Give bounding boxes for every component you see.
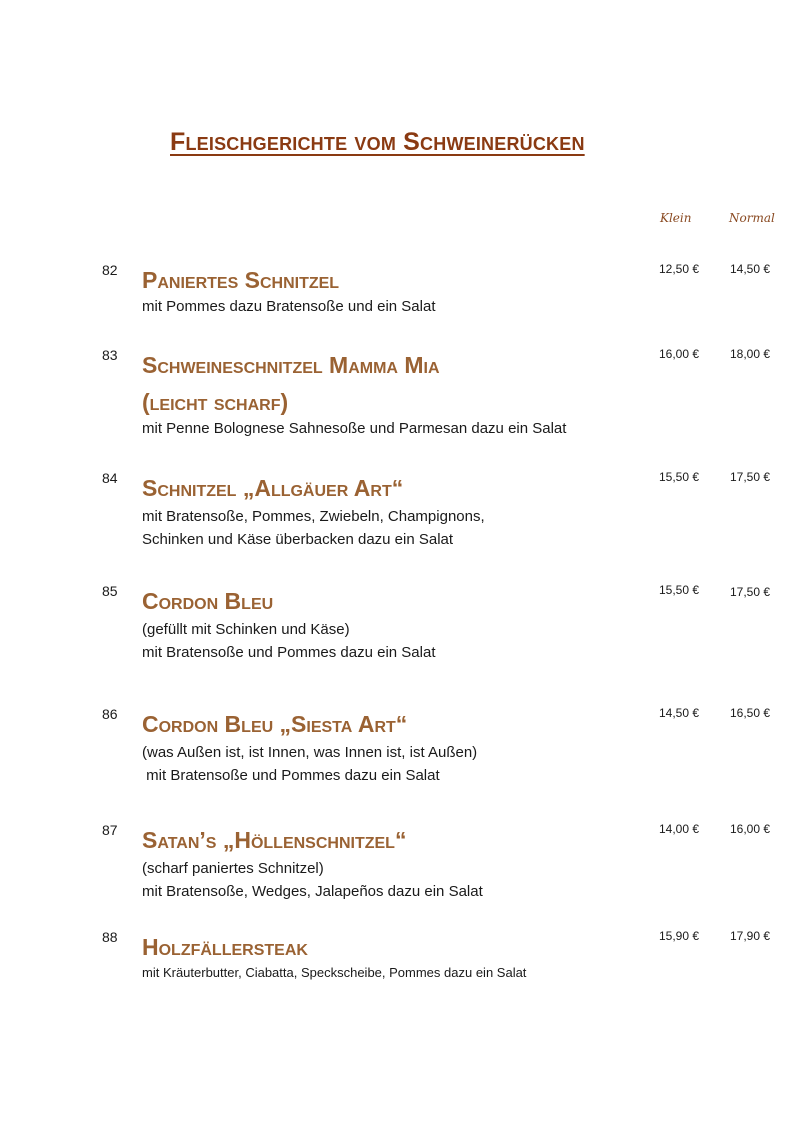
price-small: 14,50 €	[659, 706, 700, 720]
dish-name: Holzfällersteak	[142, 934, 308, 960]
price-small: 14,00 €	[659, 822, 700, 836]
price-normal: 16,00 €	[730, 822, 771, 836]
dish-number: 86	[102, 706, 118, 722]
price-normal: 14,50 €	[730, 262, 771, 276]
dish-number: 87	[102, 822, 118, 838]
dish-number: 84	[102, 470, 118, 486]
price-small: 15,90 €	[659, 929, 700, 943]
column-header-small: Klein	[660, 211, 692, 225]
dish-description: mit Penne Bolognese Sahnesoße und Parmesan dazu ein Salat	[142, 420, 567, 437]
dish-number: 82	[102, 262, 118, 278]
dish-name: Schweineschnitzel Mamma Mia	[142, 352, 440, 378]
price-small: 12,50 €	[659, 262, 700, 276]
price-small: 15,50 €	[659, 470, 700, 484]
dish-number: 83	[102, 347, 118, 363]
dish-description: (scharf paniertes Schnitzel) mit Bratensoße, Wedges, Jalapeños dazu ein Salat	[142, 860, 483, 900]
dish-name-note: (leicht scharf)	[142, 389, 289, 415]
column-header-normal: Normal	[729, 211, 775, 225]
price-normal: 17,50 €	[730, 585, 771, 599]
dish-description: mit Kräuterbutter, Ciabatta, Speckscheibe, Pommes dazu ein Salat	[142, 965, 527, 980]
dish-name: Schnitzel „Allgäuer Art“	[142, 475, 404, 501]
dish-description: mit Bratensoße, Pommes, Zwiebeln, Champignons, Schinken und Käse überbacken dazu ein Salat	[142, 508, 485, 548]
price-small: 16,00 €	[659, 347, 700, 361]
dish-name: Cordon Bleu „Siesta Art“	[142, 711, 408, 737]
price-small: 15,50 €	[659, 583, 700, 597]
price-normal: 17,90 €	[730, 929, 771, 943]
dish-number: 88	[102, 929, 118, 945]
dish-number: 85	[102, 583, 118, 599]
dish-description: mit Pommes dazu Bratensoße und ein Salat	[142, 298, 436, 315]
page-title: Fleischgerichte vom Schweinerücken	[170, 128, 585, 156]
dish-name: Cordon Bleu	[142, 588, 274, 614]
dish-description: (was Außen ist, ist Innen, was Innen ist, ist Außen) mit Bratensoße und Pommes dazu ein Salat	[142, 744, 478, 784]
price-normal: 17,50 €	[730, 470, 771, 484]
dish-description: (gefüllt mit Schinken und Käse) mit Bratensoße und Pommes dazu ein Salat	[142, 621, 436, 661]
price-normal: 18,00 €	[730, 347, 771, 361]
dish-name: Paniertes Schnitzel	[142, 267, 340, 293]
dish-name: Satan’s „Höllenschnitzel“	[142, 827, 407, 853]
price-normal: 16,50 €	[730, 706, 771, 720]
